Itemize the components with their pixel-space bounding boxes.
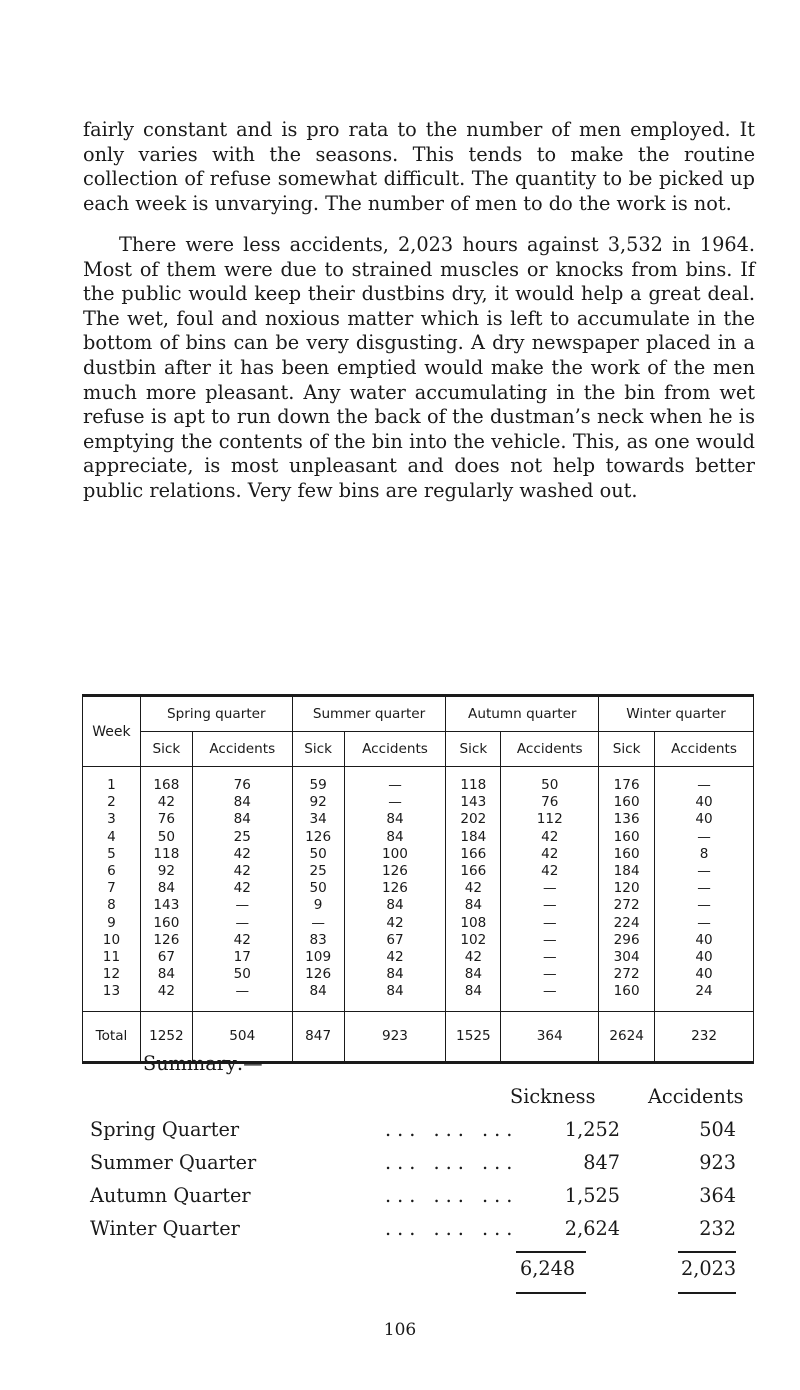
week-number: 11 — [83, 949, 141, 966]
table-cell: — — [192, 915, 292, 932]
table-cell: 224 — [599, 915, 655, 932]
week-number: 9 — [83, 915, 141, 932]
table-cell: 25 — [292, 863, 344, 880]
sick-subheader: Sick — [292, 732, 344, 767]
accidents-total-rule — [678, 1292, 736, 1294]
table-cell: 160 — [599, 983, 655, 1011]
accidents-subheader: Accidents — [501, 732, 599, 767]
table-cell: — — [501, 983, 599, 1011]
table-cell: — — [655, 897, 754, 914]
table-cell: 84 — [446, 983, 501, 1011]
table-cell: 143 — [140, 897, 192, 914]
week-number: 2 — [83, 794, 141, 811]
summary-sickness-value: 847 — [583, 1151, 620, 1174]
table-row — [83, 949, 754, 966]
table-cell: 84 — [192, 811, 292, 828]
table-row — [83, 767, 754, 795]
table-cell: 136 — [599, 811, 655, 828]
table-cell: 160 — [599, 829, 655, 846]
table-cell: 126 — [344, 880, 446, 897]
summary-row-spring — [90, 1118, 770, 1142]
summary-title: Summary:— — [143, 1052, 263, 1075]
table-cell: 118 — [446, 767, 501, 795]
table-cell: 84 — [292, 983, 344, 1011]
summary-sickness-value: 1,525 — [564, 1184, 620, 1207]
table-cell: 109 — [292, 949, 344, 966]
week-number: 1 — [83, 767, 141, 795]
leader-dots: ... ... ... — [385, 1217, 519, 1240]
summary-label: Winter Quarter — [90, 1217, 240, 1240]
leader-dots: ... ... ... — [385, 1118, 519, 1141]
summary-accidents-value: 504 — [699, 1118, 736, 1141]
table-cell: 126 — [292, 966, 344, 983]
table-cell: 84 — [344, 829, 446, 846]
table-cell: 42 — [192, 863, 292, 880]
table-row — [83, 863, 754, 880]
week-number: 6 — [83, 863, 141, 880]
table-cell: 84 — [140, 966, 192, 983]
sickness-total-rule — [516, 1292, 586, 1294]
total-label: Total — [83, 1011, 141, 1062]
table-cell: 184 — [599, 863, 655, 880]
table-cell: 76 — [501, 794, 599, 811]
table-cell: 160 — [599, 794, 655, 811]
table-cell: 42 — [140, 794, 192, 811]
table-cell: — — [501, 880, 599, 897]
summary-sickness-header: Sickness — [510, 1085, 596, 1108]
table-cell: 120 — [599, 880, 655, 897]
total-cell: 923 — [344, 1011, 446, 1062]
accidents-subheader: Accidents — [344, 732, 446, 767]
table-cell: 84 — [344, 897, 446, 914]
table-cell: 126 — [140, 932, 192, 949]
week-header: Week — [83, 696, 141, 767]
week-number: 13 — [83, 983, 141, 1011]
table-cell: 42 — [446, 949, 501, 966]
total-cell: 364 — [501, 1011, 599, 1062]
accidents-subheader: Accidents — [192, 732, 292, 767]
table-cell: 84 — [446, 966, 501, 983]
autumn-quarter-header: Autumn quarter — [446, 696, 599, 732]
week-number: 7 — [83, 880, 141, 897]
table-row — [83, 932, 754, 949]
table-cell: 42 — [501, 829, 599, 846]
table-cell: 59 — [292, 767, 344, 795]
table-cell: — — [344, 767, 446, 795]
table-cell: 126 — [344, 863, 446, 880]
summary-row-autumn — [90, 1184, 770, 1208]
table-row — [83, 966, 754, 983]
summary-accidents-value: 232 — [699, 1217, 736, 1240]
table-cell: 160 — [140, 915, 192, 932]
table-cell: — — [292, 915, 344, 932]
table-cell: 40 — [655, 966, 754, 983]
accidents-subtotal-rule — [678, 1251, 736, 1253]
sick-subheader: Sick — [446, 732, 501, 767]
table-body — [83, 767, 754, 1012]
table-cell: 92 — [140, 863, 192, 880]
summary-total-sickness: 6,248 — [520, 1257, 576, 1280]
summary-row-winter — [90, 1217, 770, 1241]
week-number: 3 — [83, 811, 141, 828]
table-cell: 176 — [599, 767, 655, 795]
table-cell: 272 — [599, 966, 655, 983]
week-number: 12 — [83, 966, 141, 983]
table-cell: — — [655, 863, 754, 880]
table-row — [83, 829, 754, 846]
summary-total-accidents: 2,023 — [681, 1257, 737, 1280]
table-row — [83, 983, 754, 1011]
table-cell: 272 — [599, 897, 655, 914]
table-cell: 42 — [344, 949, 446, 966]
table-cell: 100 — [344, 846, 446, 863]
paragraph-2: There were less accidents, 2,023 hours against 3,532 in 1964. Most of them were due to strained muscles or knocks from bins. If the public would keep their dustbins dry, it would help a great deal. The wet, foul and noxious matter which is left to accumulate in the bottom of bins can be very disgusting. A dry newspaper placed in a dustbin after it has been emptied would make the work of the men much more pleasant. Any water accumulating in the bin from wet refuse is apt to run down the back of the dustman’s neck when he is emptying the contents of the bin into the vehicle. This, as one would appreciate, is most unpleasant and does not help towards better public relations. Very few bins are regularly washed out. — [83, 233, 755, 502]
table-cell: — — [192, 983, 292, 1011]
table-cell: 17 — [192, 949, 292, 966]
quarterly-sick-accidents-table — [82, 694, 754, 1064]
table-cell: 24 — [655, 983, 754, 1011]
table-cell: — — [344, 794, 446, 811]
summary-sickness-value: 2,624 — [564, 1217, 620, 1240]
leader-dots: ... ... ... — [385, 1184, 519, 1207]
table-row — [83, 897, 754, 914]
summary-accidents-header: Accidents — [648, 1085, 744, 1108]
summary-row-summer — [90, 1151, 770, 1175]
table-row — [83, 794, 754, 811]
summary-label: Autumn Quarter — [90, 1184, 251, 1207]
table-row — [83, 915, 754, 932]
table-row — [83, 811, 754, 828]
table-cell: 84 — [140, 880, 192, 897]
table-cell: 143 — [446, 794, 501, 811]
table-cell: 40 — [655, 949, 754, 966]
total-cell: 504 — [192, 1011, 292, 1062]
summer-quarter-header: Summer quarter — [292, 696, 446, 732]
table-cell: — — [655, 915, 754, 932]
table-cell: 184 — [446, 829, 501, 846]
spring-quarter-header: Spring quarter — [140, 696, 292, 732]
table-cell: 50 — [192, 966, 292, 983]
table-row — [83, 880, 754, 897]
table-cell: 42 — [501, 846, 599, 863]
total-cell: 1525 — [446, 1011, 501, 1062]
table-cell: 40 — [655, 932, 754, 949]
summary-accidents-value: 364 — [699, 1184, 736, 1207]
table-cell: 168 — [140, 767, 192, 795]
table-cell: — — [655, 829, 754, 846]
table-cell: — — [501, 949, 599, 966]
table-cell: 76 — [192, 767, 292, 795]
total-cell: 847 — [292, 1011, 344, 1062]
table-cell: 160 — [599, 846, 655, 863]
table-cell: 84 — [344, 811, 446, 828]
table-cell: 42 — [140, 983, 192, 1011]
table-cell: — — [501, 915, 599, 932]
table-cell: — — [501, 966, 599, 983]
table-cell: 40 — [655, 794, 754, 811]
table-cell: 50 — [292, 846, 344, 863]
table-cell: 84 — [344, 983, 446, 1011]
leader-dots: ... ... ... — [385, 1151, 519, 1174]
table-cell: — — [501, 932, 599, 949]
winter-quarter-header: Winter quarter — [599, 696, 754, 732]
total-cell: 1252 — [140, 1011, 192, 1062]
table-cell: 112 — [501, 811, 599, 828]
accidents-subheader: Accidents — [655, 732, 754, 767]
table-cell: 42 — [192, 880, 292, 897]
table-cell: 50 — [140, 829, 192, 846]
table-cell: 202 — [446, 811, 501, 828]
table-cell: 84 — [192, 794, 292, 811]
summary-sickness-value: 1,252 — [564, 1118, 620, 1141]
table-cell: 126 — [292, 829, 344, 846]
summary-label: Summer Quarter — [90, 1151, 257, 1174]
table-cell: 50 — [292, 880, 344, 897]
total-cell: 2624 — [599, 1011, 655, 1062]
table-cell: 118 — [140, 846, 192, 863]
table-cell: 304 — [599, 949, 655, 966]
table-cell: 42 — [344, 915, 446, 932]
table-cell: 166 — [446, 846, 501, 863]
sick-subheader: Sick — [599, 732, 655, 767]
table-cell: 42 — [501, 863, 599, 880]
table-cell: 50 — [501, 767, 599, 795]
table-cell: 25 — [192, 829, 292, 846]
table-cell: 34 — [292, 811, 344, 828]
table-cell: 42 — [446, 880, 501, 897]
summary-label: Spring Quarter — [90, 1118, 240, 1141]
table-cell: 40 — [655, 811, 754, 828]
week-number: 4 — [83, 829, 141, 846]
table-cell: 9 — [292, 897, 344, 914]
week-number: 8 — [83, 897, 141, 914]
table-cell: 67 — [344, 932, 446, 949]
table-cell: 76 — [140, 811, 192, 828]
table-cell: 84 — [446, 897, 501, 914]
table-cell: 8 — [655, 846, 754, 863]
table-cell: — — [192, 897, 292, 914]
table-cell: 42 — [192, 846, 292, 863]
table-cell: — — [655, 767, 754, 795]
table-cell: 166 — [446, 863, 501, 880]
table-cell: 67 — [140, 949, 192, 966]
sick-subheader: Sick — [140, 732, 192, 767]
paragraph-1: fairly constant and is pro rata to the number of men employed. It only varies with the seasons. This tends to make the routine collection of refuse somewhat difficult. The quantity to be picked up each week is unvarying. The number of men to do the work is not. — [83, 118, 755, 215]
table-cell: 108 — [446, 915, 501, 932]
table-row — [83, 846, 754, 863]
table-cell: 84 — [344, 966, 446, 983]
sickness-subtotal-rule — [516, 1251, 586, 1253]
table-cell: 83 — [292, 932, 344, 949]
table-cell: 102 — [446, 932, 501, 949]
total-cell: 232 — [655, 1011, 754, 1062]
table-cell: — — [655, 880, 754, 897]
week-number: 10 — [83, 932, 141, 949]
page-number: 106 — [383, 1320, 417, 1340]
table-cell: 296 — [599, 932, 655, 949]
table-cell: 92 — [292, 794, 344, 811]
table-cell: 42 — [192, 932, 292, 949]
summary-accidents-value: 923 — [699, 1151, 736, 1174]
table-cell: — — [501, 897, 599, 914]
week-number: 5 — [83, 846, 141, 863]
